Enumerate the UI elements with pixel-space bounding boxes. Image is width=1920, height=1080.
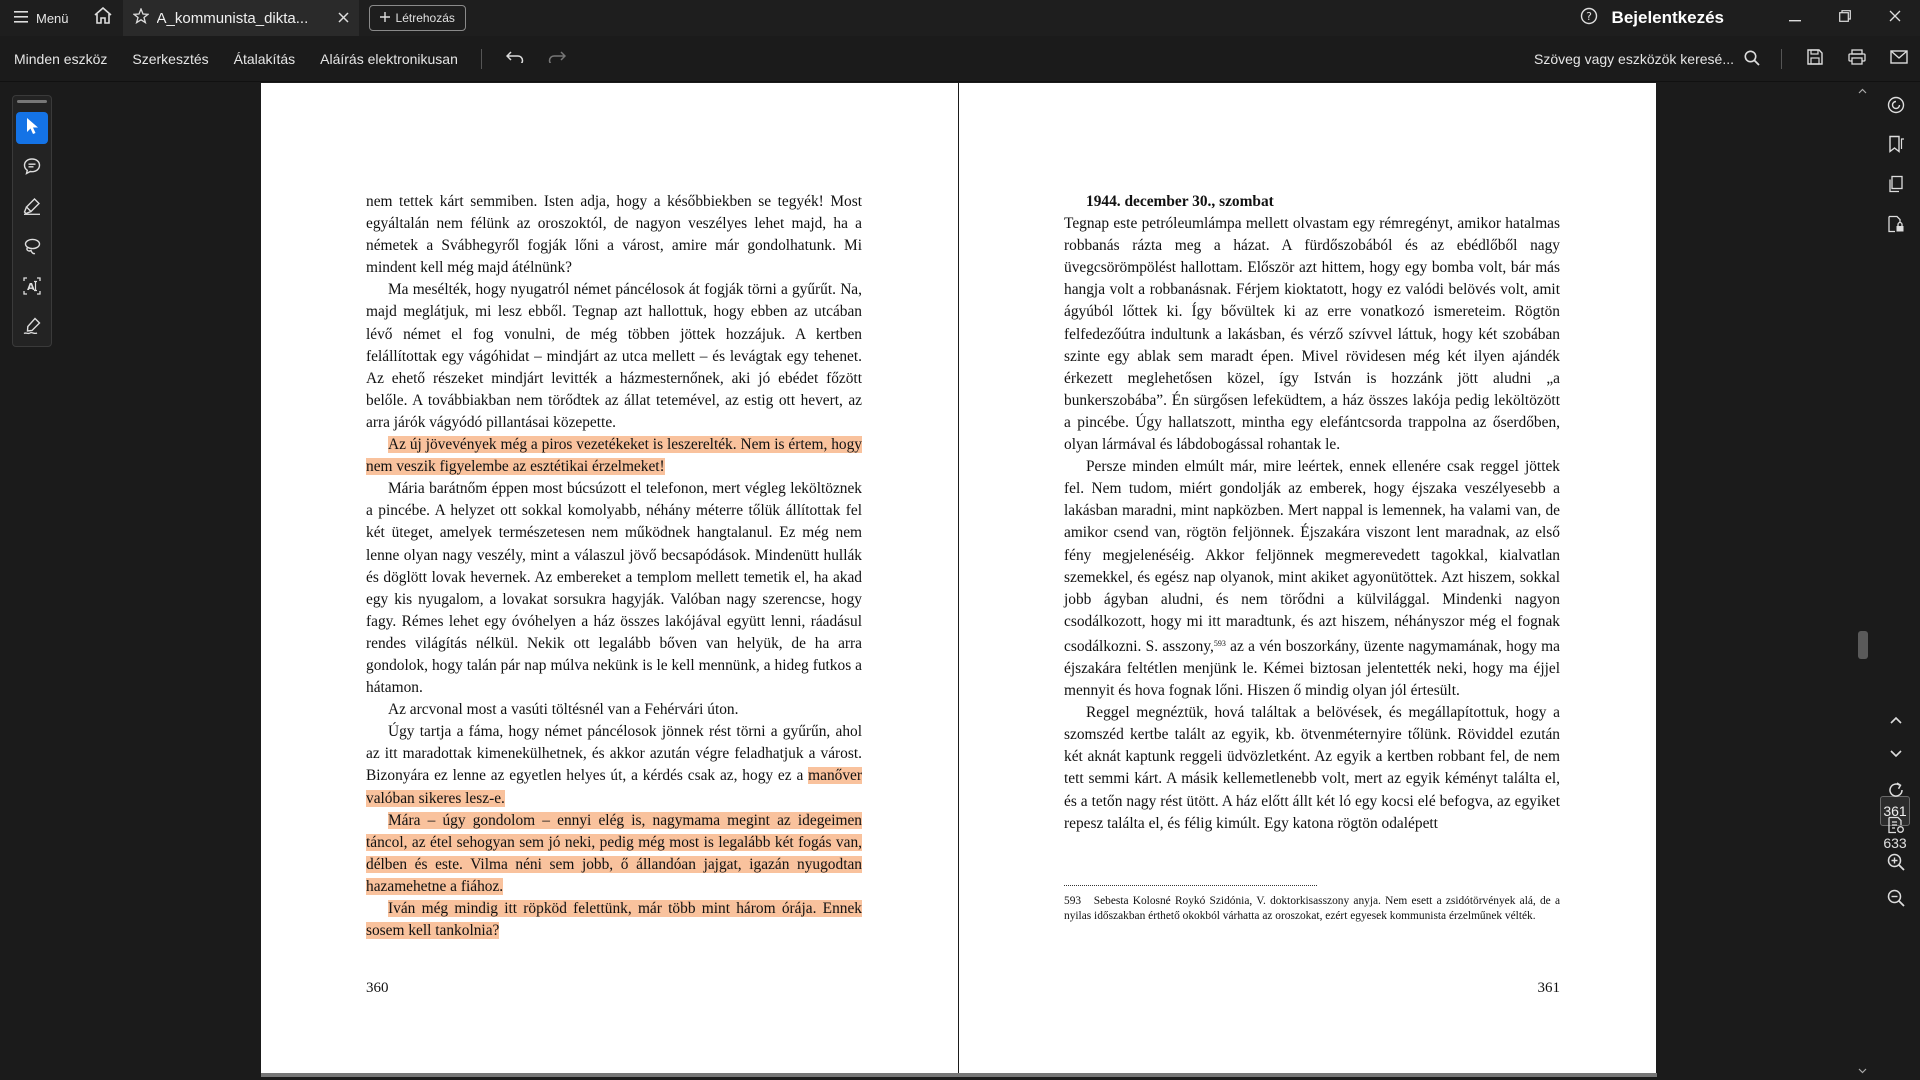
menu-convert[interactable]: Átalakítás	[233, 50, 296, 67]
footnote-number: 593	[1064, 895, 1082, 907]
help-button[interactable]	[1574, 7, 1604, 30]
comment-icon	[23, 157, 41, 180]
search-tools[interactable]	[1534, 36, 1760, 82]
lock-document-icon	[1887, 215, 1905, 238]
paragraph-text: Persze minden elmúlt már, mire leértek, ennek ellenére csak reggel jöttek fel. Nem tudom, miért gondolják az emberek, hogy éjszaka veszélyesebb a lakásban maradni, mint napközben. Mert nappal is lemennek, ha valami van, de amikor csend van, rögtön feljönnek. Éjszakára viszont lent maradnak, az első fény megjelenéséig. Akkor feljönnek megmerevedett tagokkal, kialvatlan szemekkel, és egész nap olyanok, mint akiket agyonütöttek. Azt hiszem, sokkal jobb ágyban aludni, és nem törődni a külvilággal. Mindenki nagyon csodálkozott, hogy mi itt maradtunk, és azt hiszem, néhányszor még el fognak csodálkozni. S. asszony,	[1064, 458, 1560, 655]
rotate-icon	[1887, 781, 1905, 804]
page-text	[366, 191, 862, 942]
paragraph	[366, 721, 862, 809]
document-viewer[interactable]	[60, 83, 1860, 1080]
document-tab[interactable]	[123, 0, 359, 36]
footnote-reference[interactable]: 593	[1213, 638, 1226, 648]
home-icon	[94, 7, 112, 29]
zoom-in-icon	[1887, 853, 1905, 876]
minimize-icon	[1789, 9, 1801, 27]
svg-text:A: A	[27, 281, 35, 293]
search-label[interactable]: Szöveg vagy eszközök keresé...	[1534, 51, 1734, 67]
title-bar	[0, 0, 1920, 36]
create-label: Létrehozás	[395, 11, 455, 25]
print-button[interactable]	[1836, 36, 1878, 82]
page-number: 361	[1537, 980, 1560, 996]
menu-button[interactable]	[0, 0, 83, 36]
titlebar-right	[1574, 0, 1920, 36]
ai-assistant-icon	[1887, 96, 1905, 119]
paragraph: Tegnap este petróleumlámpa mellett olvastam egy rémregényt, amikor hatalmas robbanás rázta meg a házat. A fürdőszobából és az ebédlőből nagy üvegcsörömpölést hallottam. Először azt hittem, hogy egy bomba volt, bár más hangja volt a robbanásnak. Férjem kioktatott, hogy ez valódi belövés volt, amit ágyúból lőttek ki. Így bővültek ki az erre vonatkozó ismereteim. Rögtön felfedezőútra indultunk a lakásban, és vérző szívvel láttuk, hogy két szobában szinte egy ablak sem maradt épen. Mivel rövidesen még két ilyen ajándék érkezett meglehetősen közel, így István is hozzánk jött aludni „a bunkerszobába”. Én sürgősen lefeküdtem, a ház összes lakója pedig leköltözött a pincébe. Úgy hallatszott, mintha egy elefántcsorda trappolna az őserdőben, olyan lármával és lábdobogással rohantak le.	[1064, 215, 1560, 454]
zoom-in-button[interactable]	[1882, 850, 1910, 878]
sign-tool[interactable]	[16, 312, 48, 344]
panel-grip[interactable]	[17, 100, 47, 103]
paragraph: Az arcvonal most a vasúti töltésnél van a Fehérvári úton.	[388, 701, 739, 719]
toolbar-divider-right	[1781, 49, 1782, 69]
zoom-out-button[interactable]	[1882, 886, 1910, 914]
bookmark-icon	[1887, 135, 1905, 158]
menu-e-sign[interactable]: Aláírás elektronikusan	[320, 50, 458, 67]
signature-icon	[23, 317, 41, 340]
zoom-out-icon	[1887, 889, 1905, 912]
redo-button[interactable]	[536, 36, 578, 82]
total-pages: 633	[1883, 835, 1907, 851]
draw-tool[interactable]	[16, 232, 48, 264]
sign-in-button[interactable]: Bejelentkezés	[1611, 8, 1724, 27]
help-icon	[1580, 7, 1598, 30]
previous-page-button[interactable]	[1882, 706, 1910, 734]
page-361	[959, 83, 1656, 1073]
entry-heading: 1944. december 30., szombat	[1086, 193, 1274, 210]
scroll-thumb[interactable]	[1858, 631, 1868, 659]
vertical-scrollbar[interactable]	[1856, 83, 1868, 1080]
chevron-up-icon	[1890, 711, 1902, 729]
highlight-annotation[interactable]: Az új jövevények még a piros vezetékeket is leszerelték. Nem is értem, hogy nem veszik figyelembe az esztétikai érzelmeket!	[366, 436, 862, 476]
highlight-tool[interactable]	[16, 192, 48, 224]
save-button[interactable]	[1794, 36, 1836, 82]
page-text	[1064, 191, 1560, 835]
pages-button[interactable]	[1882, 172, 1910, 200]
rotate-button[interactable]	[1882, 778, 1910, 806]
toolbar-right-icons	[1769, 36, 1920, 82]
cursor-icon	[25, 117, 39, 140]
bookmarks-button[interactable]	[1882, 132, 1910, 160]
menu-edit[interactable]: Szerkesztés	[132, 50, 209, 67]
pages-icon	[1887, 175, 1905, 198]
home-button[interactable]	[83, 0, 123, 36]
highlight-annotation[interactable]: manőver valóban sikeres lesz-e.	[366, 767, 862, 807]
current-page-input[interactable]: 361	[1880, 796, 1910, 826]
document-settings-icon	[1887, 816, 1905, 839]
paragraph: Mária barátnőm éppen most búcsúzott el telefonon, mert végleg leköltöznek a pincébe. A helyzet ott sokkal komolyabb, néhány méterre tőlük állítottak fel két üteget, amelyek természetesen nem működnek hangtalanul. Ez még nem lenne olyan nagy veszély, mint a válaszul jövő becsapódások. Mindenütt hullák és döglött lovak hevernek. Az embereket a templom mellett temetik el, ha akad egy kis nyugalom, a lovakat sorsukra hagyják. Valóban nagy szerencse, hogy fagy. Rémes lehet egy óvóhelyen a ház összes lakójával együtt lenni, ráadásul rendes világítás nélkül. Nekik ott legalább bőven van helyük, de ha arra gondolok, hogy talán pár nap múlva nekünk is le kell mennünk, a hideg futkos a hátamon.	[366, 480, 862, 697]
attachments-button[interactable]	[1882, 212, 1910, 240]
email-button[interactable]	[1878, 36, 1920, 82]
toolbar-divider	[481, 49, 482, 69]
highlight-annotation[interactable]: Iván még mindig itt röpköd felettünk, már több mint három órája. Ennek sosem kell tankolnia?	[366, 900, 862, 940]
paragraph-highlighted	[366, 810, 862, 898]
paragraph: Reggel megnéztük, hová találtak a belövések, és megállapítottuk, hogy a szomszéd kertbe talált az egyik, kb. ötvenméternyire tőlünk. Röviddel ezután két aknát kaptunk reggeli üdvözletként. Az egyik a kertben robbant fel, de nem tett semmi kárt. A másik kellemetlenebb volt, mert az egyik kéményt találta el, és a tetőn nagy rést ütött. A ház előtt állt két ló egy kocsi elé befogva, az egyiket repesz találta el, és félig kimúlt. Egy katona rögtön odalépett	[1064, 704, 1560, 832]
search-icon[interactable]	[1744, 50, 1760, 69]
footnote	[1064, 894, 1560, 923]
chevron-down-icon	[1890, 745, 1902, 763]
quick-tools-panel	[12, 95, 52, 347]
tab-title: A_kommunista_dikta...	[156, 9, 309, 27]
undo-icon	[506, 50, 524, 68]
next-page-button[interactable]	[1882, 740, 1910, 768]
page-360	[261, 83, 958, 1073]
menu-all-tools[interactable]: Minden eszköz	[14, 50, 108, 67]
text-recognition-tool[interactable]	[16, 272, 48, 304]
close-window-button[interactable]	[1870, 0, 1920, 36]
star-icon[interactable]	[133, 8, 149, 28]
page-display-button[interactable]	[1882, 813, 1910, 841]
undo-button[interactable]	[494, 36, 536, 82]
main-toolbar	[0, 36, 1920, 82]
plus-icon	[380, 11, 390, 25]
close-icon	[1889, 9, 1901, 27]
ai-assistant-button[interactable]	[1882, 93, 1910, 121]
paragraph-highlighted	[366, 898, 862, 942]
close-tab-icon[interactable]	[338, 10, 349, 27]
comment-tool[interactable]	[16, 152, 48, 184]
restore-icon	[1839, 9, 1851, 27]
restore-button[interactable]	[1820, 0, 1870, 36]
paragraph-text: az a vén boszorkány, üzente nagymamának, hogy ma éjszakára feltétlen menjünk le. Kémei biztosan jelentették neki, hogy ma éjjel mennyit és hova fognak lőni. Hiszen ő mindig olyan jól értesült.	[1064, 637, 1560, 700]
paragraph-text: Úgy tartja a fáma, hogy német páncélosok jönnek rést törni a gyűrűn, ahol az itt maradottak kimenekülhetnek, és akkor azután végre feladhatjuk a várost. Bizonyára ez lenne az egyetlen helyes út, a kérdés csak az, hogy ez a	[366, 723, 862, 785]
text-select-icon	[23, 277, 41, 300]
next-pages-edge	[261, 1073, 1657, 1077]
print-icon	[1848, 49, 1866, 70]
scroll-up-arrow-icon[interactable]	[1856, 85, 1868, 97]
page-number: 360	[366, 980, 389, 996]
highlight-annotation[interactable]: Mára – úgy gondolom – ennyi elég is, nagymama megint az idegeimen táncol, az étel sehogyan sem jó neki, pedig még most is legalább két fogás van, délben és este. Vilma néni sem jobb, ő állandóan jajgat, igazán nyugodtan hazamehetne a fiához.	[366, 811, 862, 895]
scroll-down-arrow-icon[interactable]	[1856, 1065, 1868, 1077]
footnote-text: Sebesta Kolosné Roykó Szidónia, V. doktorkisasszony anyja. Nem esett a zsidótörvények alá, de a nyilas időszakban érthető okokból várhatta az oroszokat, ezért egyesek kommunista érzelműnek vélték.	[1064, 895, 1561, 922]
menu-label: Menü	[36, 10, 69, 26]
paragraph: nem tettek kárt semmiben. Isten adja, hogy a későbbiekben se tegyék! Most egyáltalán nem félünk az oroszoktól, de nagyon veszélyes lehet majd, ha a németek a Svábhegyről fogják lőni a várost, amire már gondolhatunk. Mi mindent kell még majd átélnünk?	[366, 193, 862, 277]
highlighter-icon	[23, 197, 41, 220]
paragraph-highlighted	[366, 434, 862, 478]
paragraph: Ma mesélték, hogy nyugatról német páncélosok át fogják törni a gyűrűt. Na, majd meglátjuk, mi lesz ebből. Tegnap azt hallottuk, hogy ebben az utcában lévő német el fog vonulni, de még többen jöttek hozzájuk. A kertben felállítottak egy vágóhidat – mindjárt az utca mellett – és levágtak egy tehenet. Az ehető részeket mindjárt levitték a házmesternőnek, aki jó ebédet főzött belőle. A továbbiakban nem törődtek az állat tetemével, az estig ott hevert, az arra járók vágyódó pillantásai közepette.	[366, 281, 862, 431]
redo-icon	[548, 50, 566, 68]
paragraph	[1064, 456, 1560, 702]
mail-icon	[1890, 50, 1908, 69]
select-tool[interactable]	[16, 112, 48, 144]
svg-text:?: ?	[1585, 9, 1592, 23]
right-side-panel	[1872, 83, 1920, 1080]
minimize-button[interactable]	[1770, 0, 1820, 36]
footnote-divider	[1064, 885, 1317, 886]
hamburger-icon	[14, 11, 28, 26]
lasso-icon	[23, 237, 41, 260]
save-icon	[1807, 49, 1823, 70]
create-button[interactable]	[369, 5, 466, 31]
